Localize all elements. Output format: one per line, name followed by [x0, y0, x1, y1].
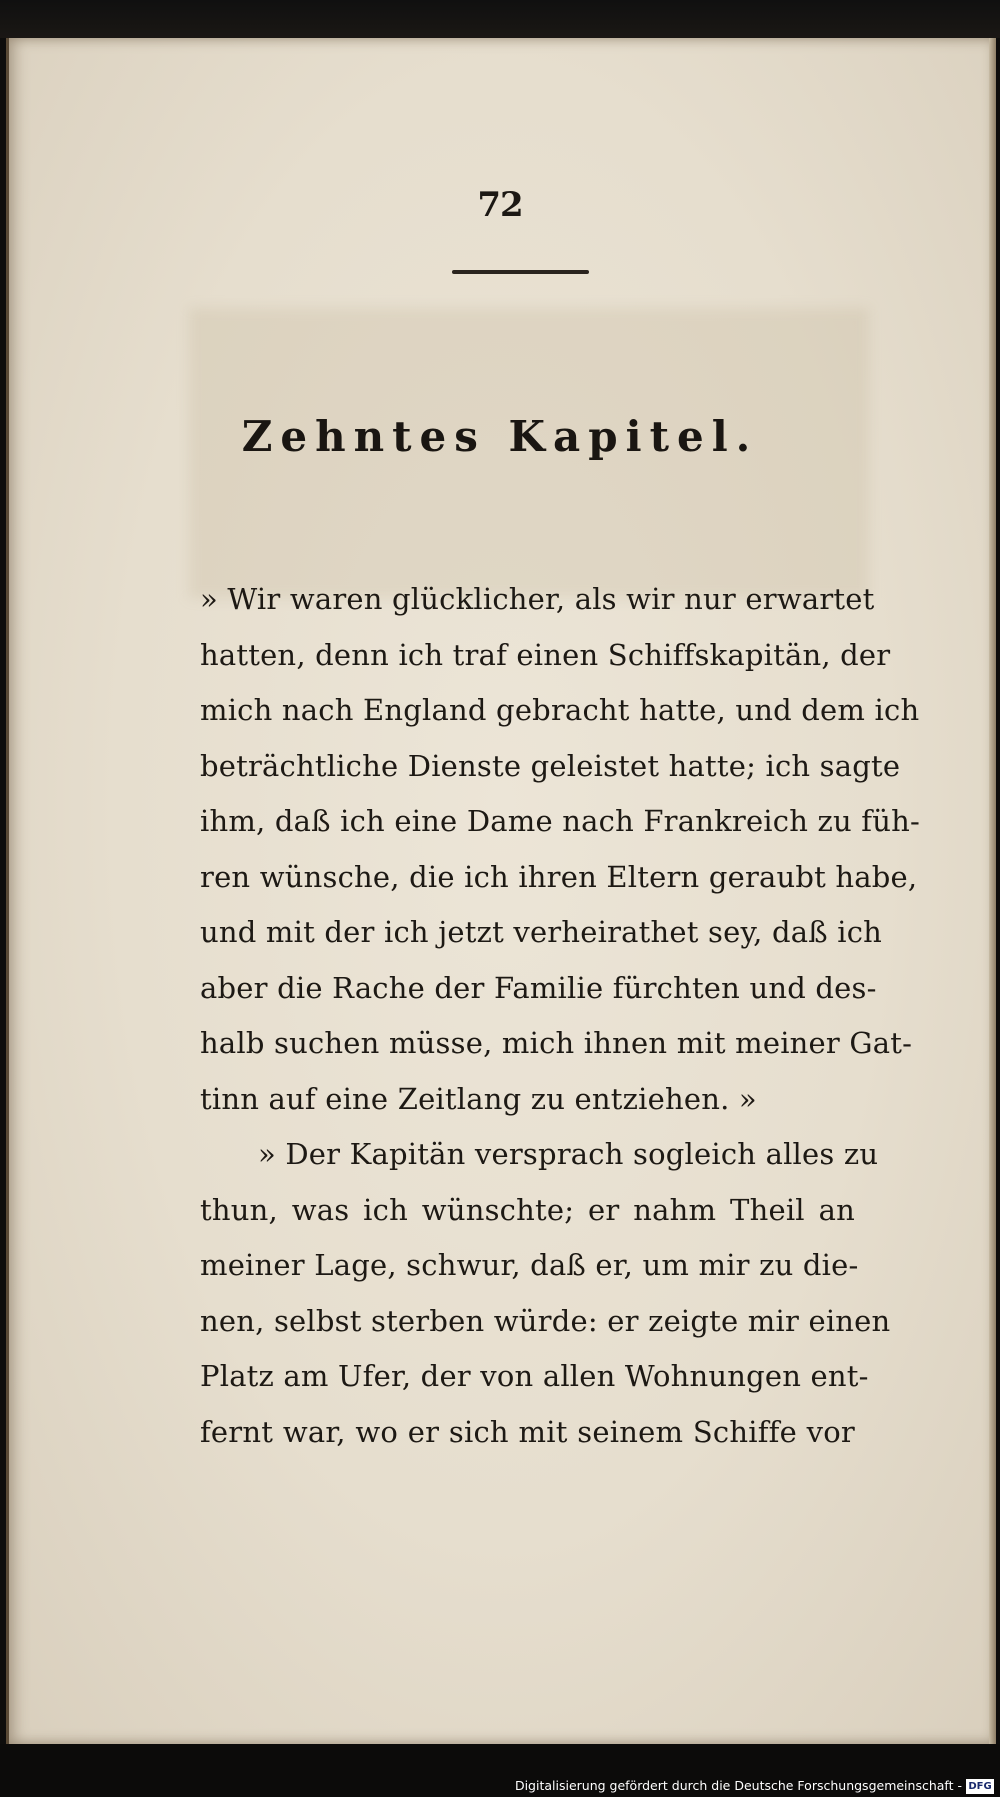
text-line: aber die Rache der Familie fürchten und des-	[200, 970, 877, 1005]
dfg-logo: DFG	[966, 1779, 994, 1794]
text-line: meiner Lage, schwur, daß er, um mir zu die-	[200, 1248, 859, 1282]
text-line: nen, selbst sterben würde: er zeigte mir einen	[200, 1303, 891, 1338]
text-line: und mit der ich jetzt verheirathet sey, daß ich	[200, 915, 883, 949]
body-text	[200, 572, 920, 1460]
text-line: thun, was ich wünschte; er nahm Theil an	[200, 1192, 855, 1227]
text-line: » Wir waren glücklicher, als wir nur erwartet	[200, 582, 875, 616]
page-number: 72	[477, 185, 523, 225]
chapter-title: Zehntes Kapitel.	[241, 412, 759, 461]
text-line: » Der Kapitän versprach sogleich alles zu	[258, 1137, 879, 1171]
text-line: ren wünsche, die ich ihren Eltern geraubt habe,	[200, 859, 918, 894]
text-line: ihm, daß ich eine Dame nach Frankreich zu füh-	[200, 804, 920, 838]
text-line: Platz am Ufer, der von allen Wohnungen ent-	[200, 1359, 869, 1393]
digitization-credit: Digitalisierung gefördert durch die Deutsche Forschungsgemeinschaft -	[514, 1778, 962, 1793]
text-line: hatten, denn ich traf einen Schiffskapitän, der	[200, 637, 891, 672]
text-line: tinn auf eine Zeitlang zu entziehen. »	[200, 1081, 757, 1116]
text-line: mich nach England gebracht hatte, und dem ich	[200, 693, 920, 727]
text-line: fernt war, wo er sich mit seinem Schiffe vor	[200, 1414, 855, 1449]
scan-bottom-border	[0, 1744, 1000, 1797]
page-edge	[989, 38, 996, 1744]
page-number-rule	[452, 270, 589, 274]
text-line: halb suchen müsse, mich ihnen mit meiner Gat-	[200, 1026, 913, 1060]
scan-top-border	[0, 0, 1000, 38]
text-line: beträchtliche Dienste geleistet hatte; ich sagte	[200, 748, 901, 783]
